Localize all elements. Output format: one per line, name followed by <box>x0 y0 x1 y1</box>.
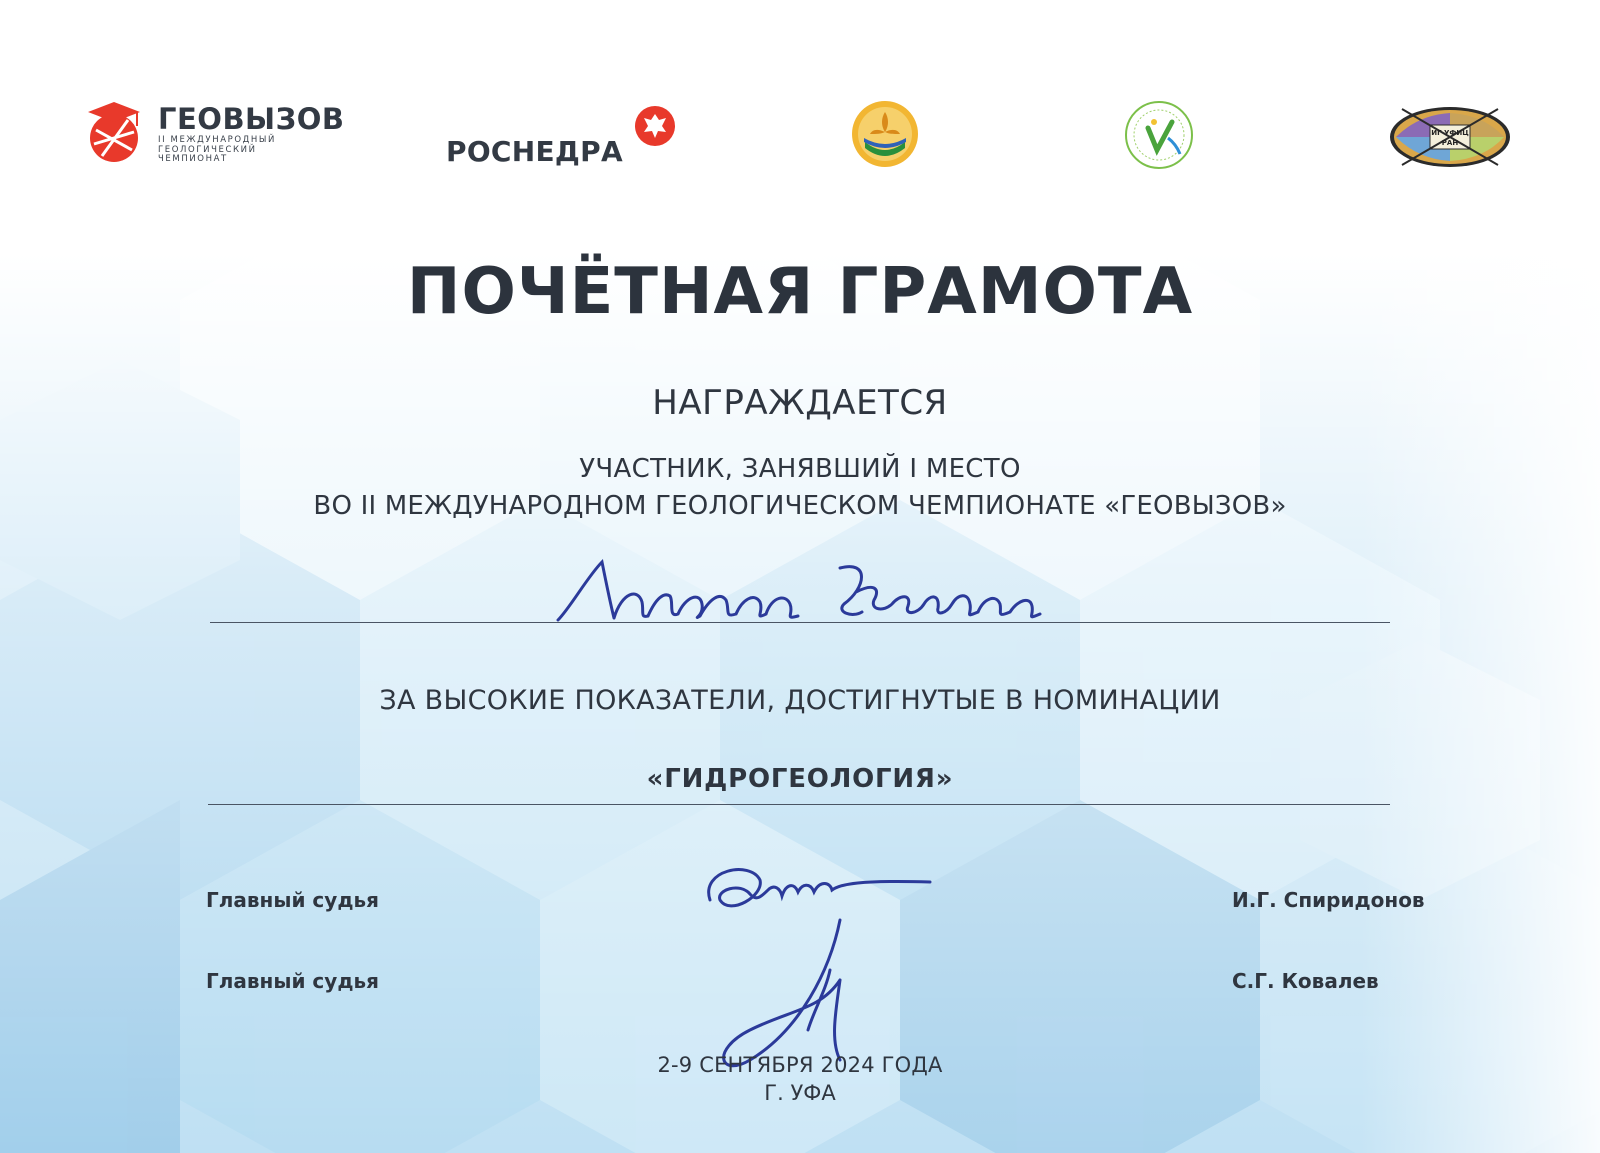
geovyzov-subtitle-line: II МЕЖДУНАРОДНЫЙ <box>158 135 276 145</box>
rosnedra-logo <box>446 105 686 175</box>
geovyzov-subtitle-line: ГЕОЛОГИЧЕСКИЙ <box>158 144 257 155</box>
geovyzov-title: ГЕОВЫЗОВ <box>158 102 345 136</box>
participant-place-line: УЧАСТНИК, ЗАНЯВШИЙ I МЕСТО <box>579 454 1021 484</box>
judge-role: Главный судья <box>206 969 379 993</box>
recipient-name: Ларионова Ксения <box>800 602 810 603</box>
ig-ufic-text-line: ИГ УФИЦ <box>1431 129 1469 137</box>
rosnedra-eagle-icon <box>634 105 676 147</box>
nomination-title: «ГИДРОГЕОЛОГИЯ» <box>646 764 954 794</box>
nomination-intro: ЗА ВЫСОКИЕ ПОКАЗАТЕЛИ, ДОСТИГНУТЫЕ В НОМИНАЦИИ <box>379 685 1221 716</box>
ig-ufic-text-line: РАН <box>1441 139 1459 147</box>
rosnedra-title: РОСНЕДРА <box>446 135 623 168</box>
ig-ufic-emblem <box>1388 105 1512 169</box>
judge-role: Главный судья <box>206 888 379 912</box>
geovyzov-emblem-icon <box>84 100 150 170</box>
certificate-title: ПОЧЁТНАЯ ГРАМОТА <box>406 255 1194 329</box>
name-underline <box>210 622 1390 623</box>
event-date: 2-9 СЕНТЯБРЯ 2024 ГОДА <box>657 1053 943 1077</box>
recipient-name-handwritten <box>540 552 1060 632</box>
judge-name: С.Г. Ковалев <box>1232 969 1379 993</box>
bashkortostan-coat-of-arms-icon <box>850 98 920 172</box>
judge-name: И.Г. Спиридонов <box>1232 888 1425 912</box>
event-city: Г. УФА <box>764 1081 836 1105</box>
nomination-underline <box>208 804 1390 805</box>
geovyzov-subtitle-line: ЧЕМПИОНАТ <box>158 154 228 164</box>
geovyzov-subtitle <box>158 136 276 165</box>
ecology-committee-emblem-icon <box>1122 98 1196 172</box>
championship-line: ВО II МЕЖДУНАРОДНОМ ГЕОЛОГИЧЕСКОМ ЧЕМПИОНАТЕ «ГЕОВЫЗОВ» <box>313 491 1287 521</box>
awarded-heading: НАГРАЖДАЕТСЯ <box>652 383 948 423</box>
geovyzov-logo <box>84 100 364 172</box>
